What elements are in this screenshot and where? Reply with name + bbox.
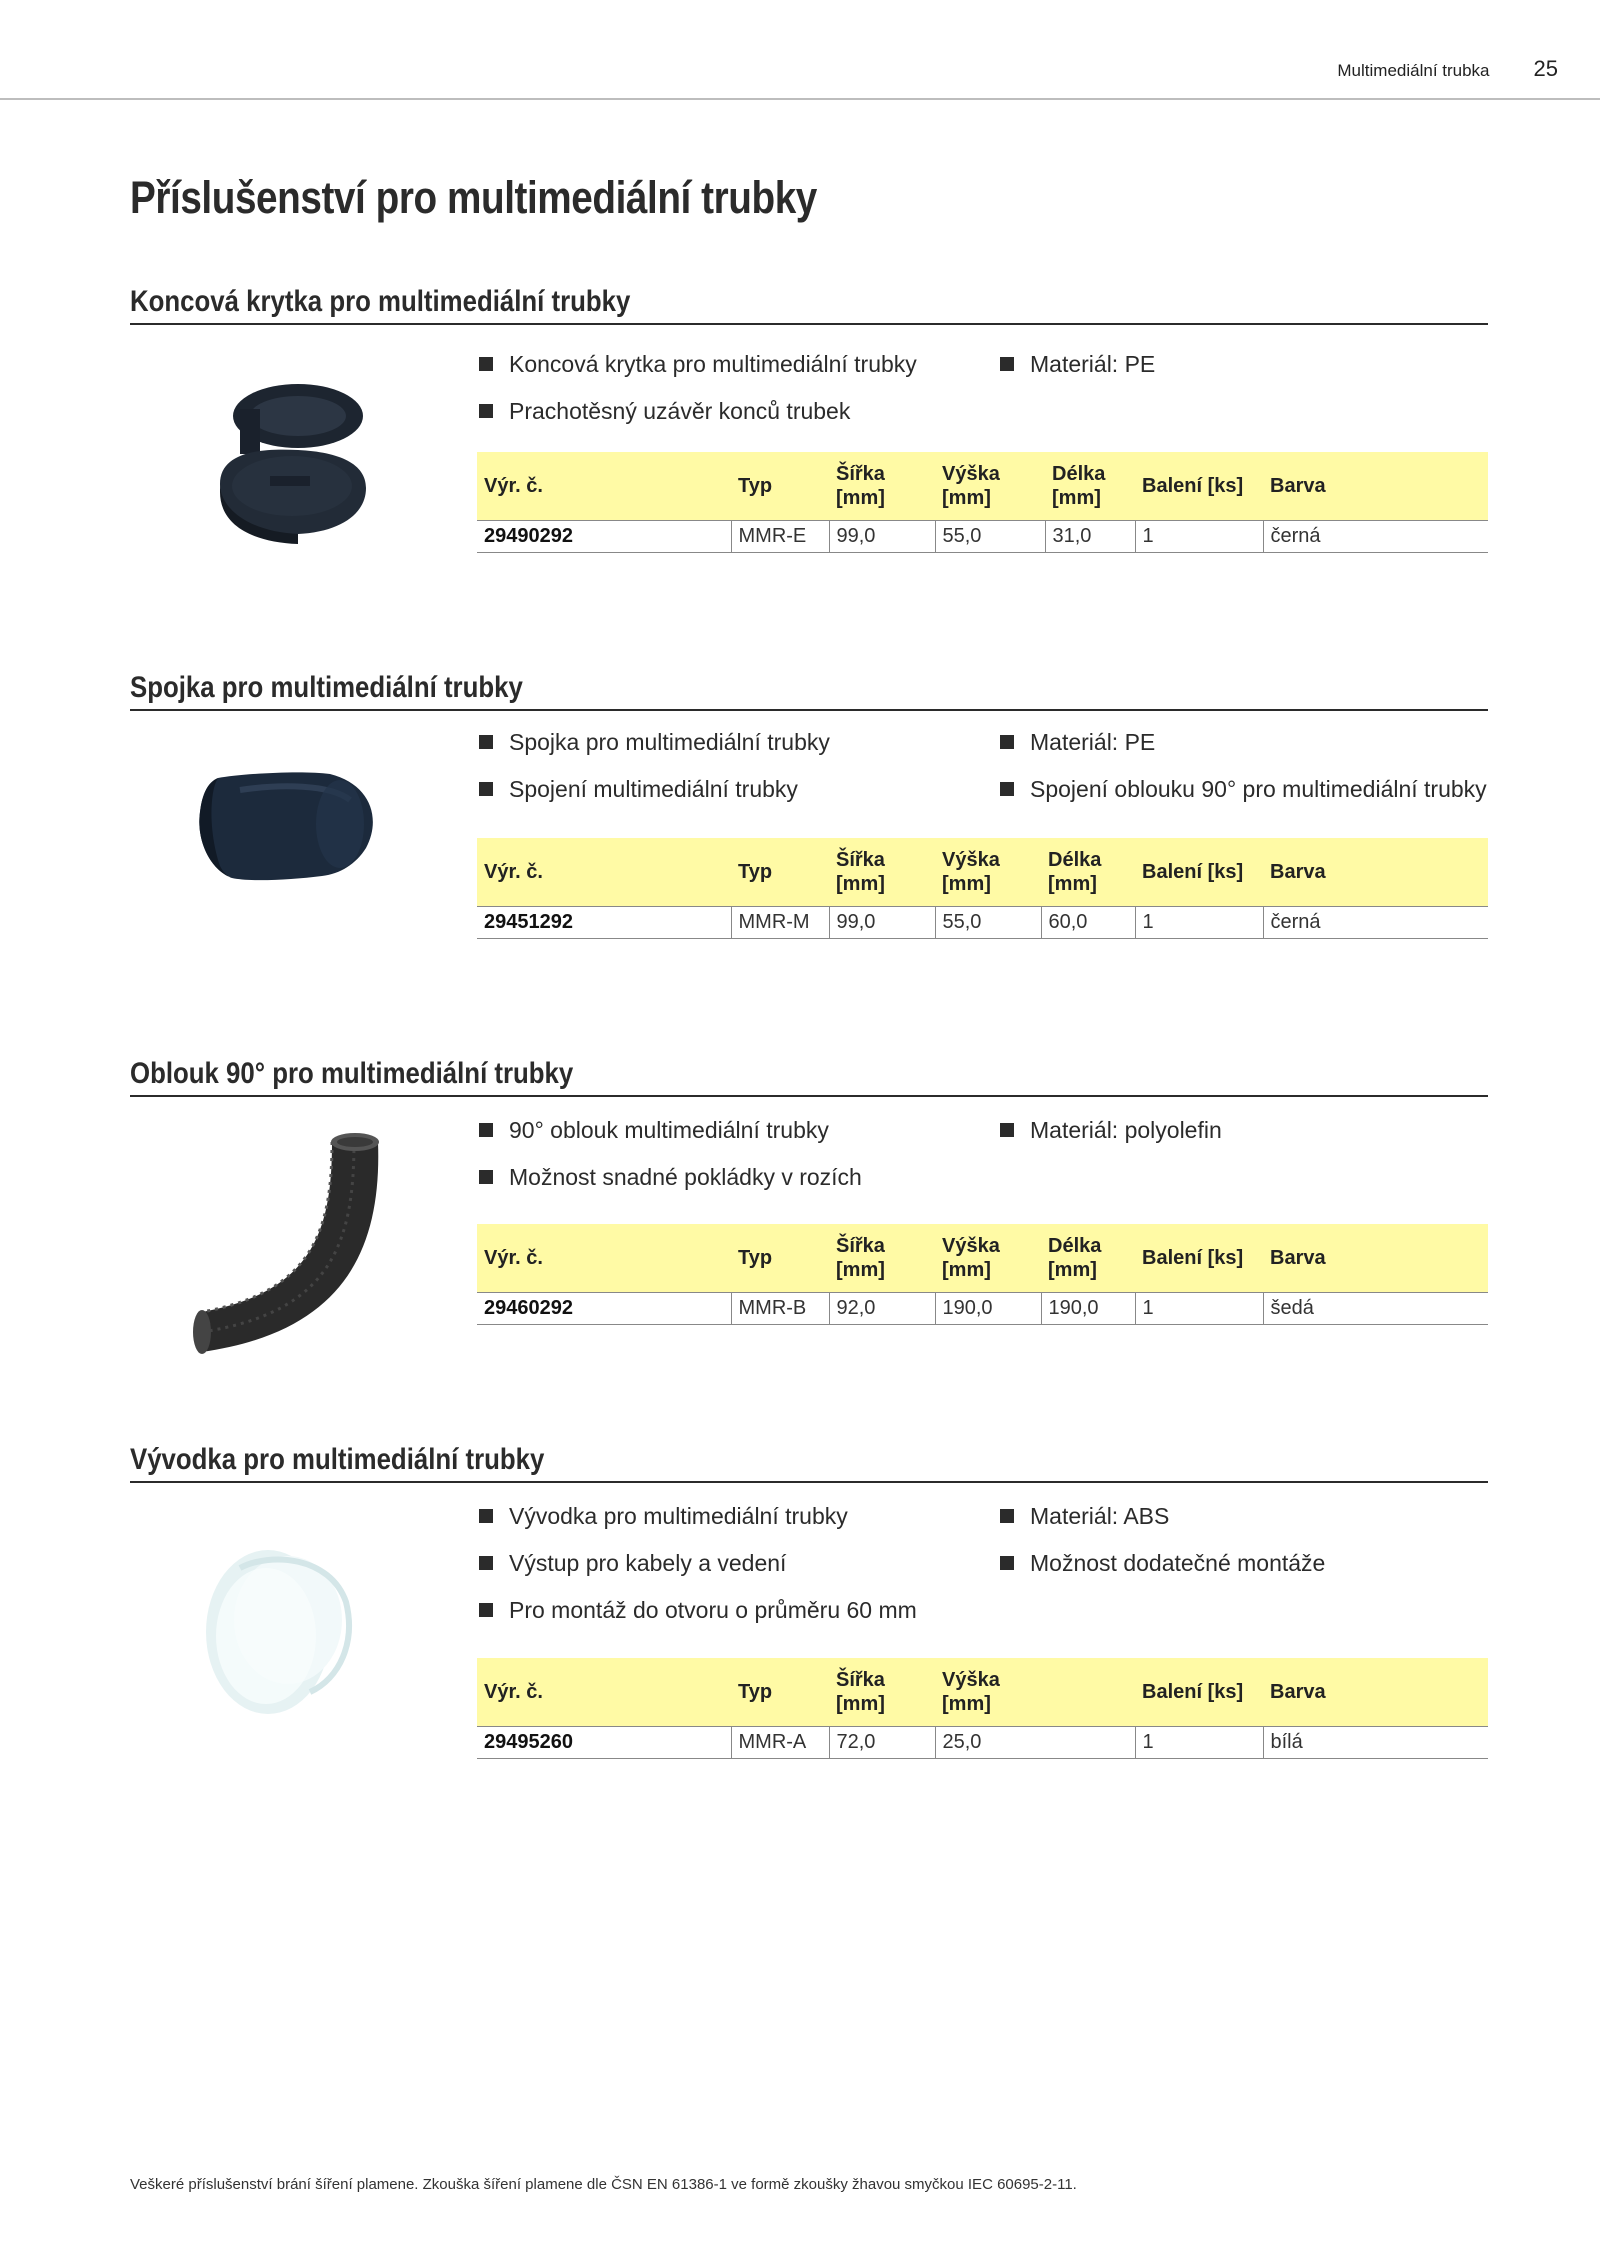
bend-90-icon [182, 1122, 392, 1362]
running-head [1337, 56, 1558, 82]
table-row [477, 520, 1488, 552]
col-code: Výr. č. [484, 860, 543, 883]
feature-item: 90° oblouk multimediální trubky [477, 1114, 998, 1146]
square-bullet-icon [479, 1170, 493, 1184]
col-width: Šířka [mm] [836, 1234, 885, 1281]
cell-color: černá [1263, 906, 1488, 938]
cell-type: MMR-A [731, 1726, 829, 1758]
table-header-row [477, 838, 1488, 906]
cell-type: MMR-E [731, 520, 829, 552]
col-code: Výr. č. [484, 1246, 543, 1269]
feature-item: Výstup pro kabely a vedení [477, 1547, 998, 1579]
square-bullet-icon [479, 404, 493, 418]
header-divider [0, 98, 1600, 100]
table-row [477, 1726, 1488, 1758]
feature-item: Možnost snadné pokládky v rozích [477, 1161, 998, 1193]
cell-code: 29495260 [477, 1726, 731, 1758]
cell-type: MMR-M [731, 906, 829, 938]
col-color: Barva [1270, 474, 1326, 497]
square-bullet-icon [479, 1556, 493, 1570]
section-divider [130, 1481, 1488, 1483]
cell-height: 55,0 [935, 906, 1041, 938]
col-type: Typ [738, 1246, 773, 1269]
feature-item: Spojka pro multimediální trubky [477, 726, 998, 758]
section-divider [130, 1095, 1488, 1097]
running-title: Multimediální trubka [1337, 61, 1490, 80]
feature-list [477, 726, 1488, 805]
col-pack: Balení [ks] [1142, 474, 1244, 497]
end-cap-icon [180, 364, 380, 564]
cell-code: 29460292 [477, 1292, 731, 1324]
col-type: Typ [738, 860, 773, 883]
footnote: Veškeré příslušenství brání šíření plamene. Zkouška šíření plamene dle ČSN EN 61386-1 ve formě zkoušky žhavou smyčkou IEC 60695-2-11. [130, 2176, 1077, 2193]
outlet-icon [180, 1532, 380, 1732]
square-bullet-icon [479, 357, 493, 371]
spec-table [477, 1658, 1488, 1759]
feature-item: Materiál: PE [998, 726, 1488, 758]
col-pack: Balení [ks] [1142, 1246, 1244, 1269]
coupling-icon [180, 740, 380, 940]
col-type: Typ [738, 474, 773, 497]
product-section-end-cap [130, 284, 1488, 547]
cell-type: MMR-B [731, 1292, 829, 1324]
page-number: 25 [1533, 56, 1558, 81]
cell-pack: 1 [1135, 1292, 1263, 1324]
table-header-row [477, 1658, 1488, 1726]
square-bullet-icon [1000, 1556, 1014, 1570]
col-length: Délka [mm] [1048, 848, 1102, 895]
col-color: Barva [1270, 860, 1326, 883]
cell-width: 72,0 [829, 1726, 935, 1758]
cell-color: bílá [1263, 1726, 1488, 1758]
cell-length: 60,0 [1041, 906, 1135, 938]
col-height: Výška [mm] [942, 1234, 1000, 1281]
feature-item: Materiál: PE [998, 348, 1488, 380]
feature-list [477, 1114, 1488, 1193]
cell-length: 190,0 [1041, 1292, 1135, 1324]
spec-table [477, 838, 1488, 939]
cell-width: 99,0 [829, 520, 935, 552]
table-row [477, 906, 1488, 938]
cell-height: 55,0 [935, 520, 1045, 552]
section-title: Vývodka pro multimediální trubky [130, 1443, 545, 1476]
feature-item: Materiál: polyolefin [998, 1114, 1488, 1146]
feature-item: Možnost dodatečné montáže [998, 1547, 1488, 1579]
square-bullet-icon [1000, 1509, 1014, 1523]
col-code: Výr. č. [484, 1680, 543, 1703]
square-bullet-icon [479, 1123, 493, 1137]
col-height: Výška [mm] [942, 462, 1000, 509]
section-title: Spojka pro multimediální trubky [130, 671, 523, 704]
product-section-bend [130, 1056, 1488, 1319]
col-pack: Balení [ks] [1142, 1680, 1244, 1703]
feature-list [477, 1500, 1488, 1626]
col-height: Výška [mm] [942, 1668, 1000, 1715]
col-pack: Balení [ks] [1142, 860, 1244, 883]
cell-pack: 1 [1135, 1726, 1263, 1758]
col-length: Délka [mm] [1048, 1234, 1102, 1281]
table-header-row [477, 1224, 1488, 1292]
cell-width: 99,0 [829, 906, 935, 938]
cell-height: 190,0 [935, 1292, 1041, 1324]
cell-pack: 1 [1135, 906, 1263, 938]
cell-color: černá [1263, 520, 1488, 552]
col-width: Šířka [mm] [836, 462, 885, 509]
section-title: Oblouk 90° pro multimediální trubky [130, 1057, 574, 1090]
col-length: Délka [mm] [1052, 462, 1106, 509]
square-bullet-icon [479, 1509, 493, 1523]
product-section-outlet [130, 1442, 1488, 1753]
cell-code: 29490292 [477, 520, 731, 552]
square-bullet-icon [1000, 782, 1014, 796]
square-bullet-icon [479, 782, 493, 796]
feature-item: Vývodka pro multimediální trubky [477, 1500, 998, 1532]
table-header-row [477, 452, 1488, 520]
col-type: Typ [738, 1680, 773, 1703]
table-row [477, 1292, 1488, 1324]
cell-code: 29451292 [477, 906, 731, 938]
cell-color: šedá [1263, 1292, 1488, 1324]
section-divider [130, 323, 1488, 325]
feature-item: Spojení oblouku 90° pro multimediální trubky [998, 773, 1488, 805]
cell-length: 31,0 [1045, 520, 1135, 552]
square-bullet-icon [479, 735, 493, 749]
feature-item: Spojení multimediální trubky [477, 773, 998, 805]
col-color: Barva [1270, 1246, 1326, 1269]
feature-item: Pro montáž do otvoru o průměru 60 mm [477, 1594, 998, 1626]
cell-height: 25,0 [935, 1726, 1135, 1758]
col-width: Šířka [mm] [836, 1668, 885, 1715]
square-bullet-icon [1000, 735, 1014, 749]
col-color: Barva [1270, 1680, 1326, 1703]
spec-table [477, 452, 1488, 553]
product-section-coupling [130, 670, 1488, 933]
square-bullet-icon [1000, 1123, 1014, 1137]
feature-list [477, 348, 1488, 427]
page-title: Příslušenství pro multimediální trubky [130, 172, 817, 223]
feature-item: Prachotěsný uzávěr konců trubek [477, 395, 998, 427]
spec-table [477, 1224, 1488, 1325]
feature-item: Koncová krytka pro multimediální trubky [477, 348, 998, 380]
col-width: Šířka [mm] [836, 848, 885, 895]
section-divider [130, 709, 1488, 711]
section-title: Koncová krytka pro multimediální trubky [130, 285, 631, 318]
square-bullet-icon [1000, 357, 1014, 371]
cell-width: 92,0 [829, 1292, 935, 1324]
col-height: Výška [mm] [942, 848, 1000, 895]
col-code: Výr. č. [484, 474, 543, 497]
cell-pack: 1 [1135, 520, 1263, 552]
square-bullet-icon [479, 1603, 493, 1617]
feature-item: Materiál: ABS [998, 1500, 1488, 1532]
